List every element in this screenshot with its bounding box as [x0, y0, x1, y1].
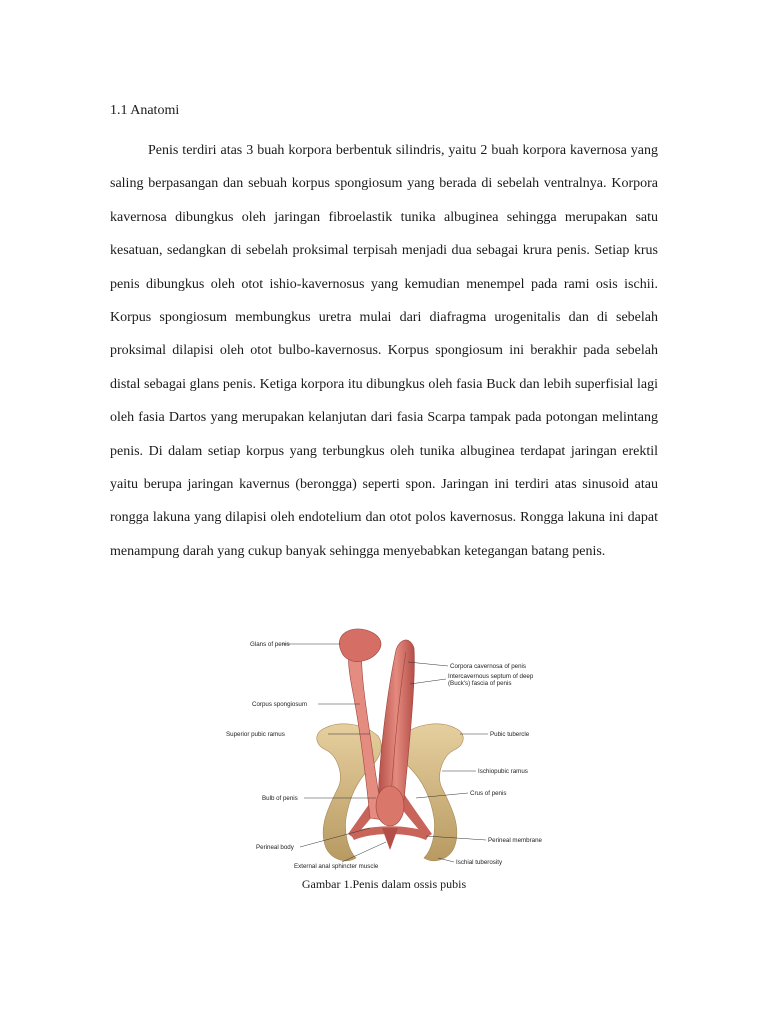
- label-perineal-membrane: Perineal membrane: [488, 837, 542, 844]
- anatomy-figure: [220, 628, 560, 876]
- label-crus: Crus of penis: [470, 790, 507, 797]
- body-paragraph: Penis terdiri atas 3 buah korpora berbentuk silindris, yaitu 2 buah korpora kavernosa yang saling berpasangan dan sebuah korpus spongiosum yang berada di sebelah ventralnya. Korpora kavernosa dibungkus oleh jaringan fibroelastik tunika albuginea sehingga merupakan satu kesatuan, sedangkan di sebelah proksimal terpisah menjadi dua sebagai krura penis. Setiap krus penis dibungkus oleh otot ishio-kavernosus yang kemudian menempel pada rami osis ischii. Korpus spongiosum membungkus uretra mulai dari diafragma urogenitalis dan di sebelah proksimal dilapisi oleh otot bulbo-kavernosus. Korpus spongiosum ini berakhir pada sebelah distal sebagai glans penis. Ketiga korpora itu dibungkus oleh fasia Buck dan lebih superfisial lagi oleh fasia Dartos yang merupakan kelanjutan dari fasia Scarpa tampak pada potongan melintang penis. Di dalam setiap korpus yang terbungkus oleh tunika albuginea terdapat jaringan erektil yaitu berupa jaringan kavernus (berongga) seperti spon. Jaringan ini terdiri atas sinusoid atau rongga lakuna yang dilapisi oleh endotelium dan otot polos kavernosus. Rongga lakuna ini dapat menampung darah yang cukup banyak sehingga menyebabkan ketegangan batang penis.: [110, 143, 658, 559]
- label-perineal-body: Perineal body: [256, 844, 294, 851]
- label-glans: Glans of penis: [250, 641, 290, 648]
- bulb: [376, 786, 404, 826]
- section-heading: 1.1 Anatomi: [110, 103, 180, 118]
- corpora-cavernosa: [378, 640, 414, 800]
- anal-sphincter: [382, 828, 398, 850]
- label-corpus-spongiosum: Corpus spongiosum: [252, 701, 308, 708]
- label-external-anal-sphincter: External anal sphincter muscle: [294, 863, 379, 870]
- label-septum-line1: Intercavernous septum of deep: [448, 673, 534, 680]
- glans: [339, 629, 381, 662]
- figure-caption: Gambar 1.Penis dalam ossis pubis: [301, 877, 467, 891]
- label-corpora-cavernosa: Corpora cavernosa of penis: [450, 663, 527, 670]
- label-bulb: Bulb of penis: [262, 795, 298, 802]
- label-ischiopubic-ramus: Ischiopubic ramus: [478, 768, 528, 775]
- label-superior-pubic-ramus: Superior pubic ramus: [226, 731, 285, 738]
- label-pubic-tubercle: Pubic tubercle: [490, 731, 530, 738]
- label-ischial-tuberosity: Ischial tuberosity: [456, 859, 503, 866]
- penis-anatomy-illustration: [220, 628, 560, 876]
- label-septum-line2: (Buck's) fascia of penis: [448, 680, 512, 687]
